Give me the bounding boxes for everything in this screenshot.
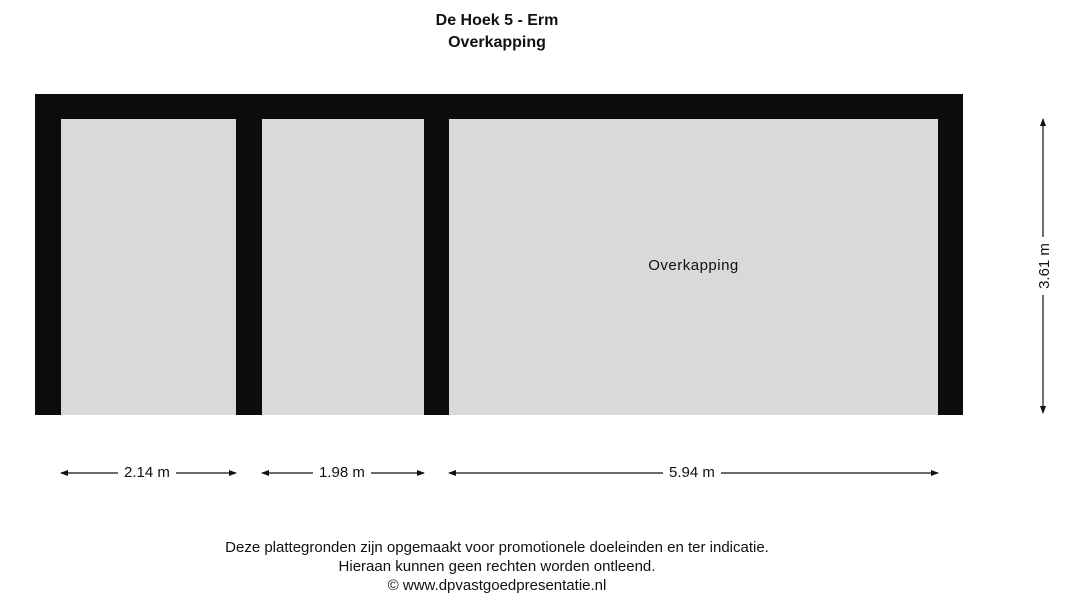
floor-area-2: [262, 119, 424, 415]
room-label-overkapping: Overkapping: [648, 257, 739, 274]
dimension-label-depth: 3.61 m: [1036, 237, 1054, 295]
floorplan-address: De Hoek 5 - Erm: [435, 12, 559, 29]
disclaimer-line-2: Hieraan kunnen geen rechten worden ontleend.: [338, 558, 656, 575]
copyright-line: © www.dpvastgoedpresentatie.nl: [387, 577, 607, 594]
floor-area-1: [61, 119, 236, 415]
dimension-label-width-3: 5.94 m: [663, 464, 721, 482]
dimension-label-width-1: 2.14 m: [118, 464, 176, 482]
disclaimer-line-1: Deze plattegronden zijn opgemaakt voor promotionele doeleinden en ter indicatie.: [225, 539, 769, 556]
dimension-label-width-2: 1.98 m: [313, 464, 371, 482]
floorplan-level-title: Overkapping: [448, 34, 546, 51]
